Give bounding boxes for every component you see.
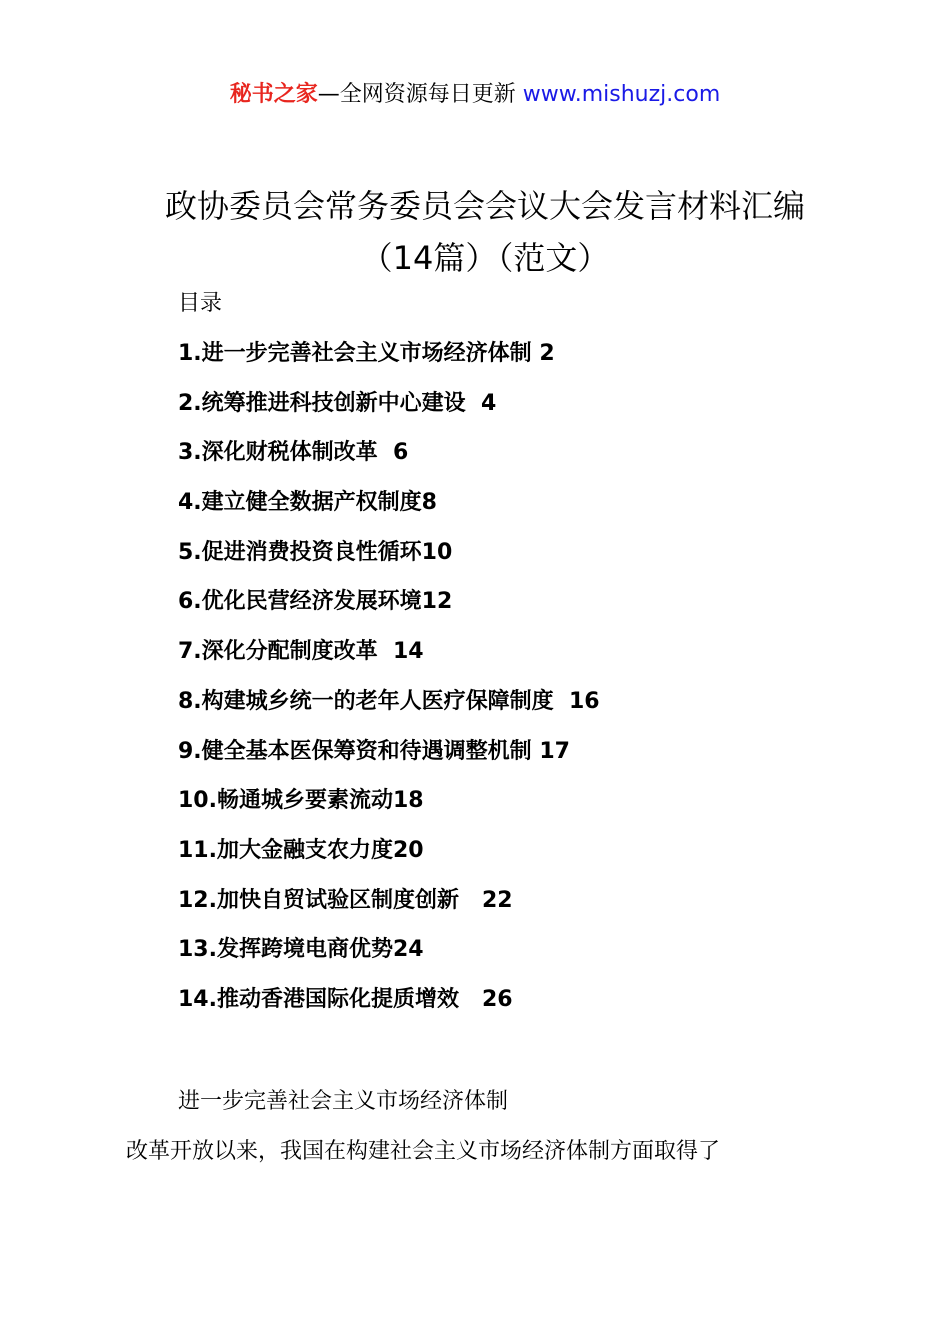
document-title: 政协委员会常务委员会会议大会发言材料汇编（14篇）（范文） xyxy=(164,187,805,277)
brand-name: 秘书之家 xyxy=(229,82,318,107)
body-paragraph: 改革开放以来，我国在构建社会主义市场经济体制方面取得了 xyxy=(126,1139,721,1164)
toc-item-6: 6.优化民营经济发展环境12 xyxy=(178,589,453,615)
table-of-contents xyxy=(178,336,600,1032)
site-url-link[interactable]: www.mishuzj.com xyxy=(522,82,721,107)
toc-item-11: 11.加大金融支农力度20 xyxy=(178,837,424,863)
toc-item-13: 13.发挥跨境电商优势24 xyxy=(178,937,424,963)
toc-item-4: 4.建立健全数据产权制度8 xyxy=(178,490,437,516)
toc-item-3: 3.深化财税体制改革 6 xyxy=(178,440,409,466)
header-slogan: —全网资源每日更新 xyxy=(317,82,523,107)
toc-item-8: 8.构建城乡统一的老年人医疗保障制度 16 xyxy=(178,688,600,714)
toc-item-10: 10.畅通城乡要素流动18 xyxy=(178,788,424,814)
section-heading: 进一步完善社会主义市场经济体制 xyxy=(178,1089,509,1114)
toc-item-1: 1.进一步完善社会主义市场经济体制 2 xyxy=(178,341,555,366)
toc-item-5: 5.促进消费投资良性循环10 xyxy=(178,539,453,565)
toc-item-14: 14.推动香港国际化提质增效 26 xyxy=(178,986,513,1012)
site-header xyxy=(0,78,950,112)
toc-item-9: 9.健全基本医保筹资和待遇调整机制 17 xyxy=(178,738,570,764)
toc-item-2: 2.统筹推进科技创新中心建设 4 xyxy=(178,390,497,416)
toc-item-7: 7.深化分配制度改革 14 xyxy=(178,639,424,665)
toc-item-12: 12.加快自贸试验区制度创新 22 xyxy=(178,887,513,913)
toc-heading: 目录 xyxy=(178,291,223,316)
